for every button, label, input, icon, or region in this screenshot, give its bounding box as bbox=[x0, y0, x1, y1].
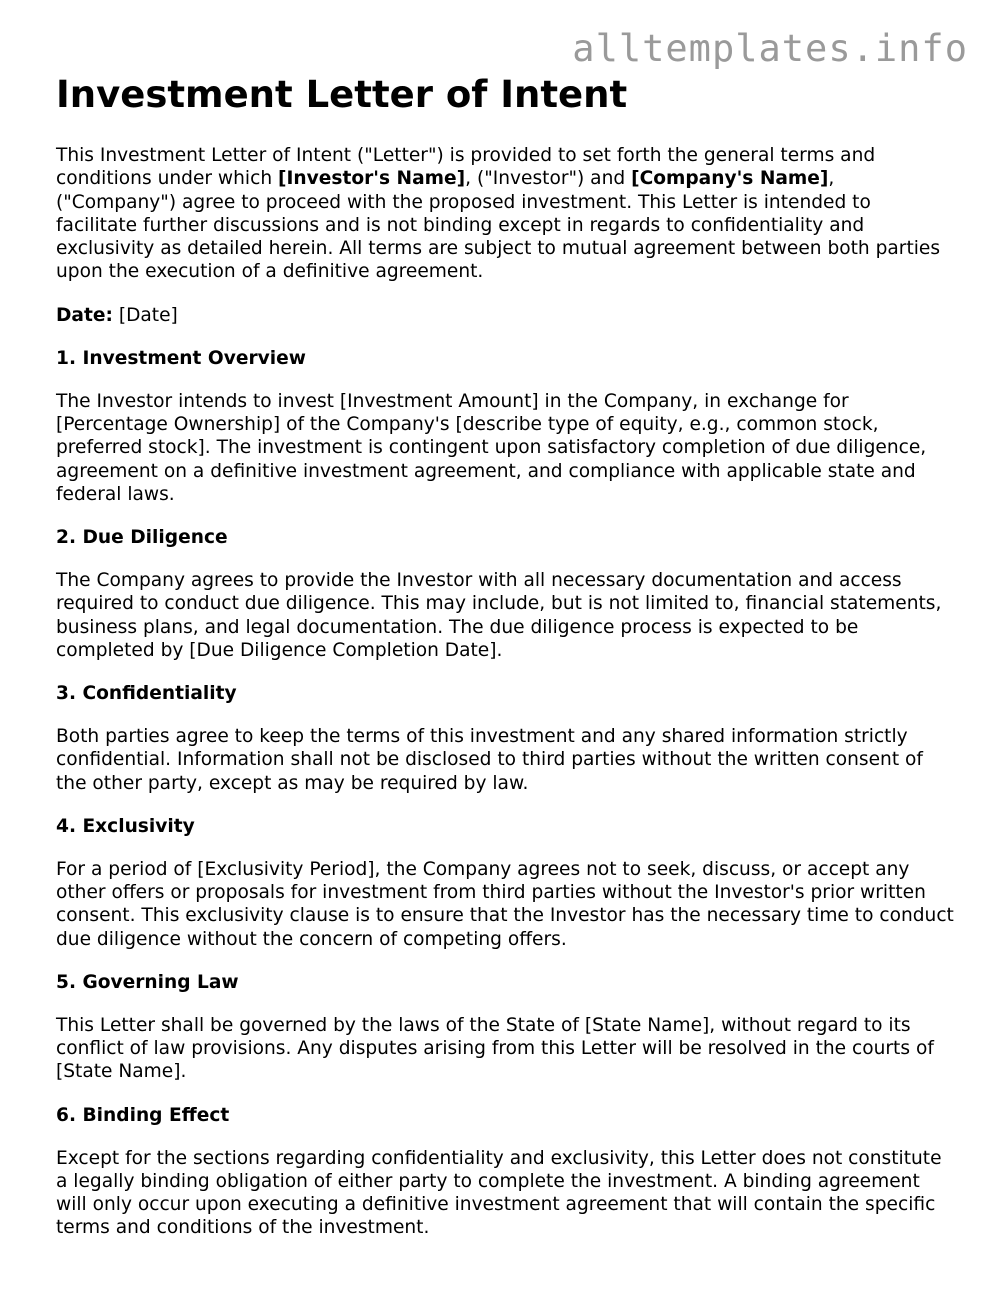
section-heading-binding-effect: 6. Binding Effect bbox=[56, 1104, 230, 1126]
date-value: [Date] bbox=[112, 304, 178, 326]
section-body-investment-overview: The Investor intends to invest [Investment Amount] in the Company, in exchange for [Percentage Ownership] of the Company's [describe type of equity, e.g., common stock, preferred stock]. The investment is contingent upon satisfactory completion of due diligence, agreement on a definitive investment agreement, and compliance with applicable state and federal laws. bbox=[56, 390, 927, 506]
section-body-exclusivity: For a period of [Exclusivity Period], the Company agrees not to seek, discuss, or accept any other offers or proposals for investment from third parties without the Investor's prior written consent. This exclusivity clause is to ensure that the Investor has the necessary time to conduct due diligence without the concern of competing offers. bbox=[56, 858, 954, 950]
intro-text-3: , ("Company") agree to proceed with the proposed investment. This Letter is intended to facilitate further discussions and is not binding except in regards to confidentiality and exclusivity as detailed herein. All terms are subject to mutual agreement between both parties upon the execution of a definitive agreement. bbox=[56, 168, 941, 283]
intro-text-1: This Investment Letter of Intent ("Letter") is provided to set forth the general terms and conditions under which bbox=[56, 145, 876, 190]
date-line bbox=[56, 304, 956, 327]
section-body-due-diligence: The Company agrees to provide the Investor with all necessary documentation and access required to conduct due diligence. This may include, but is not limited to, financial statements, business plans, and legal documentation. The due diligence process is expected to be completed by [Due Diligence Completion Date]. bbox=[56, 570, 942, 662]
section-heading-due-diligence: 2. Due Diligence bbox=[56, 527, 228, 549]
section-heading-exclusivity: 4. Exclusivity bbox=[56, 816, 195, 838]
watermark: alltemplates.info bbox=[572, 27, 968, 70]
document-page bbox=[56, 72, 956, 1240]
intro-paragraph bbox=[56, 144, 956, 284]
section-body-governing-law: This Letter shall be governed by the laws of the State of [State Name], without regard to its conflict of law provisions. Any disputes arising from this Letter will be resolved in the courts of [State Name]. bbox=[56, 1014, 934, 1083]
date-label: Date: bbox=[56, 304, 113, 326]
section-body-confidentiality: Both parties agree to keep the terms of this investment and any shared information strictly confidential. Information shall not be disclosed to third parties without the written consent of the other party, except as may be required by law. bbox=[56, 726, 923, 794]
section-heading-investment-overview: 1. Investment Overview bbox=[56, 348, 306, 370]
company-name-placeholder: [Company's Name] bbox=[631, 168, 829, 190]
section-body-binding-effect: Except for the sections regarding confidentiality and exclusivity, this Letter does not constitute a legally binding obligation of either party to complete the investment. A binding agreement will only occur upon executing a definitive investment agreement that will contain the specific terms and conditions of the investment. bbox=[56, 1147, 942, 1239]
document-title: Investment Letter of Intent bbox=[56, 73, 628, 116]
investor-name-placeholder: [Investor's Name] bbox=[278, 168, 466, 190]
intro-text-2: , ("Investor") and bbox=[465, 168, 632, 190]
section-heading-confidentiality: 3. Confidentiality bbox=[56, 683, 237, 705]
section-heading-governing-law: 5. Governing Law bbox=[56, 972, 239, 994]
